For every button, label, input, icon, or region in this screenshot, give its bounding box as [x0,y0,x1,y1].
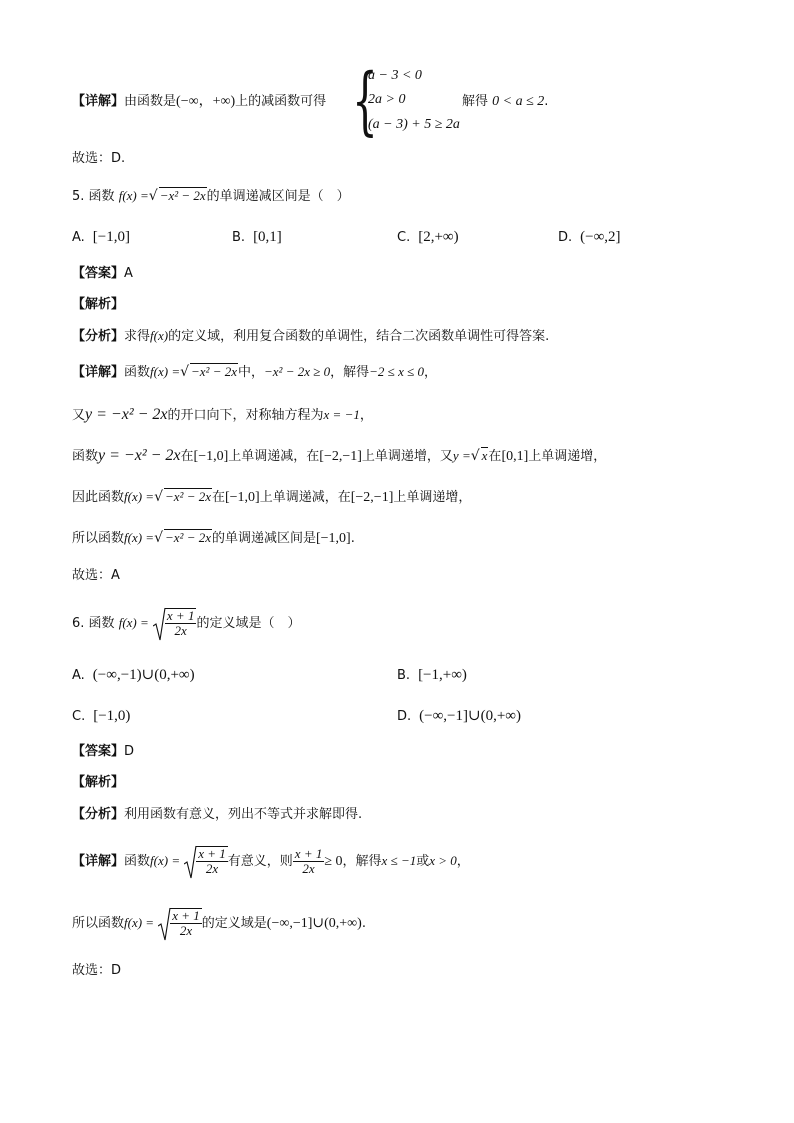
detail-tag: 【详解】 [72,94,125,109]
q4-detail-line [72,92,326,112]
q6-option-d[interactable]: D. (−∞,−1]∪(0,+∞) [397,708,521,724]
q5-option-c[interactable]: C. [2,+∞) [397,229,459,245]
q5-choose: 故选：A [72,568,120,583]
left-brace-icon: { [352,58,378,144]
q6-analysis: 【分析】利用函数有意义，列出不等式并求解即得. [72,807,363,822]
detail-tag: 【详解】 [72,365,125,380]
q5-jiexi-tag: 【解析】 [72,297,125,312]
text: 由函数是 [124,94,177,109]
question-number: 6. [72,616,85,631]
answer-tag: 【答案】 [72,266,125,281]
q6-jiexi-tag: 【解析】 [72,775,125,790]
q5-detail-5: 所以函数f(x) =√ −x² − 2x的单调递减区间是[−1,0]. [72,530,355,546]
system-row-1: a − 3 < 0 [368,68,422,83]
q6-choose: 故选：D [72,963,122,978]
q6-detail-2: 所以函数f(x) = $\frac{x + 1}{2x}$ 的定义域是(−∞,−1]∪(0,+∞). [72,908,366,938]
q4-choose: 故选：D. [72,151,126,166]
math-result: 0 < a ≤ 2 [492,94,545,109]
q5-answer [72,264,133,284]
system-row-2: 2a > 0 [368,92,406,107]
q5-stem: 5. 函数 f(x) =√ −x² − 2x的单调递减区间是（ ） [72,188,350,204]
q5-analysis: 【分析】求得f(x)的定义域，利用复合函数的单调性，结合二次函数单调性可得答案. [72,328,550,344]
text: 解得 [462,94,489,109]
q4-solve: 解得 0 < a ≤ 2. [462,94,549,109]
system-row-3: (a − 3) + 5 ≥ 2a [368,117,460,132]
q5-detail-1: 【详解】函数f(x) =√ −x² − 2x中，−x² − 2x ≥ 0，解得−2 ≤ x ≤ 0， [72,364,437,380]
analysis-tag: 【分析】 [72,807,125,822]
question-number: 5. [72,189,85,204]
detail-tag: 【详解】 [72,854,125,869]
q5-option-d[interactable]: D. (−∞,2] [558,229,621,245]
text: 函数 [88,189,115,204]
math-fx: f(x) = [118,188,149,203]
q6-option-b[interactable]: B. [−1,+∞) [397,667,467,683]
answer-value: A [124,266,133,281]
q6-option-a[interactable]: A. (−∞,−1)∪(0,+∞) [72,667,195,683]
q5-option-b[interactable]: B. [0,1] [232,229,282,245]
answer-value: D [124,744,135,759]
math-radicand: −x² − 2x [159,188,206,203]
analysis-tag: 【分析】 [72,329,125,344]
q5-detail-3: 函数y = −x² − 2x在[−1,0]上单调递减，在[−2,−1]上单调递增，又y =√ x在[0,1]上单调递增， [72,447,607,464]
q5-option-a[interactable]: A. [−1,0] [72,229,130,245]
q6-detail-1: 【详解】函数f(x) = $\frac{x + 1}{2x}$ 有意义，则 $\frac{x + 1}{2x}$ ≥ 0，解得x ≤ −1或x > 0， [72,846,470,876]
q5-detail-2: 又y = −x² − 2x的开口向下，对称轴方程为x = −1， [72,406,373,423]
answer-tag: 【答案】 [72,744,125,759]
q6-option-c[interactable]: C. [−1,0) [72,708,131,724]
q6-answer [72,742,134,762]
q5-detail-4: 因此函数f(x) =√ −x² − 2x在[−1,0]上单调递减，在[−2,−1]上单调递增， [72,489,472,505]
q6-stem: 6. 函数 f(x) = $\frac{x + 1}{2x}$ 的定义域是（ ） [72,608,301,638]
math-interval: (−∞，+∞) [176,94,236,109]
text: 的单调递减区间是（ ） [206,189,350,204]
sqrt-fraction: $\frac{x + 1}{2x}$ [153,608,197,639]
text: 上的减函数可得 [235,94,327,109]
